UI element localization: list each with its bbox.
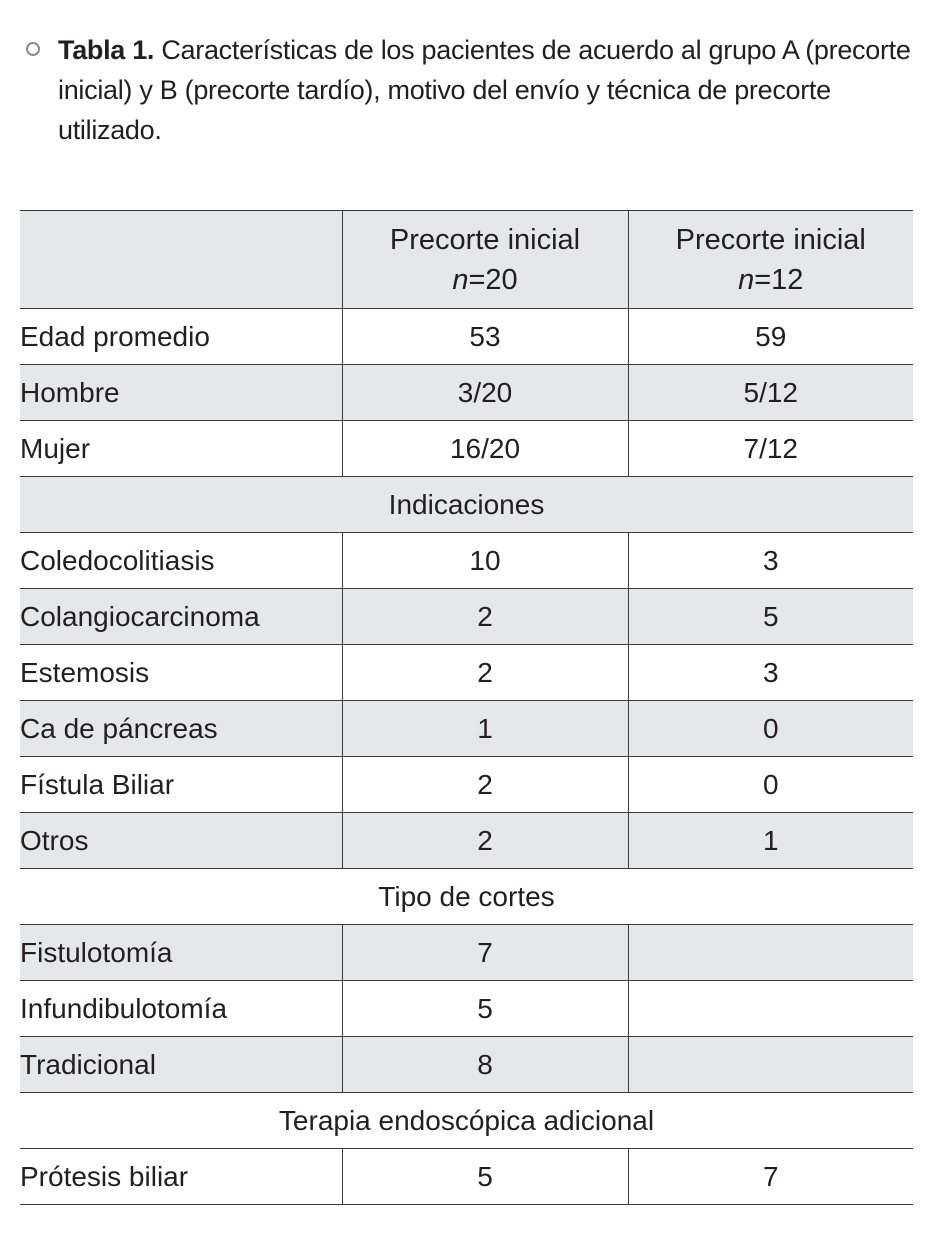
header-n-symbol-b: n bbox=[738, 263, 755, 296]
header-row bbox=[20, 211, 913, 309]
section-heading: Indicaciones bbox=[20, 477, 913, 533]
table-caption bbox=[22, 30, 922, 150]
value-group-b: 3 bbox=[628, 533, 913, 589]
value-group-b: 1 bbox=[628, 813, 913, 869]
section-heading: Tipo de cortes bbox=[20, 869, 913, 925]
header-group-b bbox=[628, 211, 913, 309]
value-group-b: 7/12 bbox=[628, 421, 913, 477]
header-n-value-a: =20 bbox=[468, 263, 518, 296]
value-group-a: 2 bbox=[342, 645, 628, 701]
row-label: Coledocolitiasis bbox=[20, 533, 342, 589]
value-group-a: 10 bbox=[342, 533, 628, 589]
table-row bbox=[20, 981, 913, 1037]
table-row bbox=[20, 365, 913, 421]
value-group-a: 8 bbox=[342, 1037, 628, 1093]
table-row bbox=[20, 1149, 913, 1205]
value-group-a: 16/20 bbox=[342, 421, 628, 477]
value-group-a: 5 bbox=[342, 981, 628, 1037]
row-label: Ca de páncreas bbox=[20, 701, 342, 757]
value-group-a: 2 bbox=[342, 813, 628, 869]
value-group-a: 7 bbox=[342, 925, 628, 981]
value-group-b bbox=[628, 925, 913, 981]
header-n-symbol-a: n bbox=[452, 263, 469, 296]
row-label: Hombre bbox=[20, 365, 342, 421]
value-group-b: 59 bbox=[628, 309, 913, 365]
value-group-b bbox=[628, 981, 913, 1037]
value-group-b: 7 bbox=[628, 1149, 913, 1205]
table-row bbox=[20, 1037, 913, 1093]
row-label: Edad promedio bbox=[20, 309, 342, 365]
row-label: Estemosis bbox=[20, 645, 342, 701]
value-group-a: 5 bbox=[342, 1149, 628, 1205]
value-group-a: 3/20 bbox=[342, 365, 628, 421]
section-row-terapia bbox=[20, 1093, 913, 1149]
row-label: Prótesis biliar bbox=[20, 1149, 342, 1205]
value-group-a: 2 bbox=[342, 757, 628, 813]
table-row bbox=[20, 533, 913, 589]
value-group-a: 53 bbox=[342, 309, 628, 365]
header-group-a bbox=[342, 211, 628, 309]
row-label: Tradicional bbox=[20, 1037, 342, 1093]
table-row bbox=[20, 757, 913, 813]
header-title-a: Precorte inicial bbox=[389, 223, 581, 256]
patients-table bbox=[20, 210, 913, 1205]
value-group-b: 0 bbox=[628, 757, 913, 813]
value-group-b: 5 bbox=[628, 589, 913, 645]
value-group-a: 2 bbox=[342, 589, 628, 645]
section-row-cortes bbox=[20, 869, 913, 925]
value-group-b: 0 bbox=[628, 701, 913, 757]
value-group-b: 3 bbox=[628, 645, 913, 701]
caption-label: Tabla 1. bbox=[58, 35, 155, 65]
table-row bbox=[20, 309, 913, 365]
caption-text bbox=[58, 30, 922, 150]
row-label: Fistulotomía bbox=[20, 925, 342, 981]
value-group-b: 5/12 bbox=[628, 365, 913, 421]
table-row bbox=[20, 645, 913, 701]
section-heading: Terapia endoscópica adicional bbox=[20, 1093, 913, 1149]
caption-body: Características de los pacientes de acuerdo al grupo A (precorte inicial) y B (precorte tardío), motivo del envío y técnica de precorte utilizado. bbox=[58, 35, 911, 145]
section-row-indicaciones bbox=[20, 477, 913, 533]
header-empty-cell bbox=[20, 211, 342, 309]
row-label: Fístula Biliar bbox=[20, 757, 342, 813]
table-row bbox=[20, 925, 913, 981]
table-row bbox=[20, 813, 913, 869]
row-label: Colangiocarcinoma bbox=[20, 589, 342, 645]
table-row bbox=[20, 701, 913, 757]
table-row bbox=[20, 421, 913, 477]
header-n-value-b: =12 bbox=[754, 263, 804, 296]
value-group-a: 1 bbox=[342, 701, 628, 757]
header-title-b: Precorte inicial bbox=[675, 223, 866, 256]
bullet-circle-icon bbox=[26, 42, 40, 56]
row-label: Otros bbox=[20, 813, 342, 869]
table-row bbox=[20, 589, 913, 645]
row-label: Mujer bbox=[20, 421, 342, 477]
value-group-b bbox=[628, 1037, 913, 1093]
row-label: Infundibulotomía bbox=[20, 981, 342, 1037]
